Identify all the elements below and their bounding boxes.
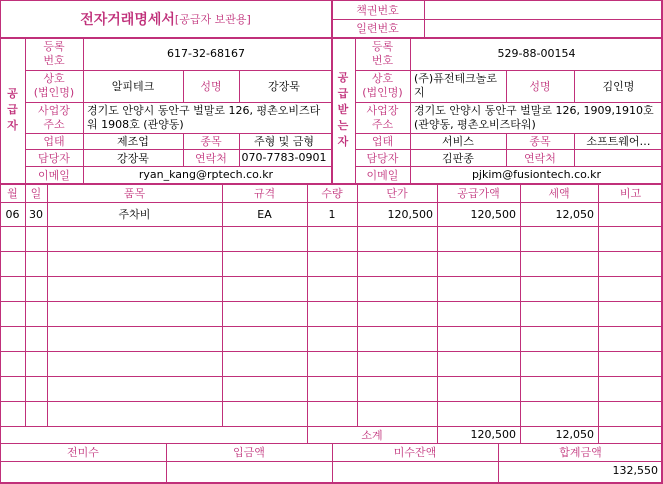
- col-header-note: 비고: [619, 186, 642, 200]
- book-no-value: [424, 0, 663, 19]
- row1-note: [598, 202, 663, 226]
- supplier-biz-type: 제조업: [117, 135, 149, 148]
- grid-line-h: [0, 461, 663, 462]
- grid-line-h: [25, 166, 331, 167]
- title-text: 전자거래명세서: [80, 11, 175, 28]
- document-title: [0, 0, 331, 37]
- row1-day: 30: [29, 207, 43, 221]
- footer-deposit: [166, 461, 332, 479]
- grid-line-h: [25, 70, 331, 71]
- footer-prev-unpaid: [0, 461, 166, 479]
- receiver-phone: [574, 149, 663, 166]
- grid-line-h: [0, 183, 663, 185]
- receiver-biz-item: 소프트웨어…: [586, 135, 651, 148]
- grid-line-v: [506, 133, 507, 166]
- grid-line-h: [25, 102, 331, 103]
- grid-line-v: [506, 70, 507, 102]
- grid-line-h: [0, 251, 663, 252]
- grid-line-v: [437, 183, 438, 426]
- subtotal-label: 소계: [361, 428, 383, 442]
- footer-label-prev-unpaid: 전미수: [67, 446, 99, 459]
- grid-line-v: [222, 183, 223, 426]
- grid-line-h: [0, 376, 663, 377]
- grid-line-h: [0, 226, 663, 227]
- row1-month: 06: [5, 207, 20, 221]
- grid-line-v: [25, 183, 26, 426]
- grid-line-v: [355, 37, 356, 183]
- footer-unpaid-balance: [332, 461, 498, 479]
- receiver-phone-label: 연락처: [524, 151, 556, 165]
- receiver-contact-label: 담당자: [366, 151, 399, 165]
- grid-line-v: [239, 133, 240, 166]
- supplier-reg-no: 617-32-68167: [167, 47, 245, 60]
- grid-line-h: [0, 37, 663, 39]
- grid-line-h: [25, 149, 331, 150]
- grid-line-h: [355, 149, 663, 150]
- row1-supply: 120,500: [470, 207, 516, 221]
- supplier-contact-label: 담당자: [38, 151, 70, 165]
- grid-line-h: [0, 426, 663, 427]
- serial-no-label: 일련번호: [356, 22, 399, 35]
- supplier-ceo-label: 성명: [200, 80, 222, 93]
- row1-item: 주차비: [118, 208, 151, 221]
- grid-line-v: [598, 183, 599, 426]
- receiver-biz-item-label: 종목: [529, 135, 551, 148]
- grid-line-v: [166, 443, 167, 482]
- grid-line-v: [357, 183, 358, 426]
- grid-line-h: [25, 133, 331, 134]
- grid-line-h: [331, 19, 663, 20]
- row1-spec: EA: [257, 207, 272, 221]
- grid-line-v: [574, 70, 575, 102]
- supplier-biz-item-label: 종목: [200, 135, 222, 148]
- subtotal-tax: 12,050: [555, 428, 594, 441]
- grid-line-v: [183, 133, 184, 166]
- grid-line-h: [0, 202, 663, 203]
- receiver-addr-label: 사업장 주소: [366, 103, 399, 131]
- receiver-biz-type-label: 업태: [371, 135, 394, 148]
- supplier-phone: 070-7783-0901: [241, 151, 327, 164]
- supplier-biz-type-label: 업태: [43, 135, 65, 148]
- supplier-reg-label: 등록 번호: [43, 39, 65, 67]
- supplier-ceo: 강장묵: [268, 80, 300, 93]
- grid-line-h: [0, 326, 663, 327]
- col-header-unit-price: 단가: [386, 186, 408, 200]
- col-header-spec: 규격: [253, 186, 276, 200]
- footer-label-unpaid-balance: 미수잔액: [393, 446, 437, 459]
- receiver-reg-label: 등록 번호: [371, 39, 394, 67]
- grid-line-h: [355, 102, 663, 103]
- supplier-addr-label: 사업장 주소: [38, 103, 70, 131]
- grid-line-v: [410, 37, 411, 183]
- supplier-email: ryan_kang@rptech.co.kr: [138, 168, 274, 181]
- grid-line-v: [520, 183, 521, 426]
- col-header-qty: 수량: [321, 186, 343, 200]
- grid-line-v: [437, 426, 438, 443]
- grid-line-h: [355, 70, 663, 71]
- supplier-phone-label: 연락처: [195, 151, 227, 165]
- col-header-tax: 세액: [548, 186, 570, 200]
- row1-qty: 1: [328, 207, 336, 221]
- subtotal-supply: 120,500: [470, 428, 516, 441]
- grid-line-v: [424, 0, 425, 37]
- grid-line-v: [520, 426, 521, 443]
- book-no-label: 책권번호: [356, 3, 399, 17]
- supplier-contact: 강장묵: [117, 151, 149, 165]
- supplier-address: 경기도 안양시 동안구 벌말로 126, 평촌오비즈타워 1908호 (관양동): [87, 103, 321, 131]
- supplier-email-label: 이메일: [38, 168, 70, 182]
- receiver-contact: 김판종: [442, 151, 474, 165]
- footer-label-total: 합계금액: [559, 446, 602, 459]
- receiver-email-label: 이메일: [366, 168, 399, 182]
- receiver-ceo: 김인명: [602, 80, 635, 93]
- col-header-supply: 공급가액: [457, 186, 500, 200]
- receiver-email: pjkim@fusiontech.co.kr: [471, 168, 602, 181]
- supplier-side-label: 공 급 자: [7, 87, 18, 132]
- grid-line-v: [332, 443, 333, 482]
- receiver-biz-type: 서비스: [442, 135, 474, 148]
- grid-line-h: [0, 401, 663, 402]
- receiver-address: 경기도 안양시 동안구 벌말로 126, 1909,1910호 (관양동, 평촌오비즈타워): [414, 103, 654, 131]
- grid-line-v: [598, 426, 599, 443]
- grid-line-v: [47, 183, 48, 426]
- serial-no-value: [424, 19, 663, 37]
- row1-tax: 12,050: [555, 207, 594, 221]
- grid-line-h: [0, 276, 663, 277]
- grid-line-h: [355, 133, 663, 134]
- grid-line-h: [0, 351, 663, 352]
- footer-label-deposit: 입금액: [233, 446, 265, 459]
- grid-line-v: [307, 183, 308, 426]
- col-header-day: 일: [30, 186, 42, 200]
- grid-line-v: [307, 426, 308, 443]
- subtitle-text: [공급자 보관용]: [174, 12, 251, 26]
- col-header-month: 월: [7, 186, 18, 200]
- grid-line-v: [0, 0, 1, 484]
- receiver-side-label: 공 급 받 는 자: [337, 71, 349, 148]
- grid-line-v: [183, 70, 184, 102]
- supplier-name-label: 상호 (법인명): [33, 72, 75, 99]
- grid-line-v: [331, 0, 333, 183]
- grid-line-h: [0, 301, 663, 302]
- grid-line-h: [355, 166, 663, 167]
- footer-total: 132,550: [612, 463, 658, 477]
- grid-line-v: [83, 37, 84, 183]
- receiver-reg-no: 529-88-00154: [497, 47, 576, 60]
- receiver-ceo-label: 성명: [529, 80, 551, 93]
- grid-line-v: [25, 37, 26, 183]
- receiver-name-label: 상호 (법인명): [362, 72, 403, 99]
- col-header-item: 품목: [123, 186, 146, 200]
- receiver-name: (주)퓨전테크놀로지: [414, 72, 497, 99]
- grid-line-v: [574, 133, 575, 166]
- grid-line-v: [498, 443, 499, 482]
- supplier-biz-item: 주형 및 금형: [253, 135, 315, 148]
- grid-line-v: [239, 70, 240, 102]
- supplier-name: 알피테크: [111, 80, 155, 93]
- row1-unit-price: 120,500: [387, 207, 433, 221]
